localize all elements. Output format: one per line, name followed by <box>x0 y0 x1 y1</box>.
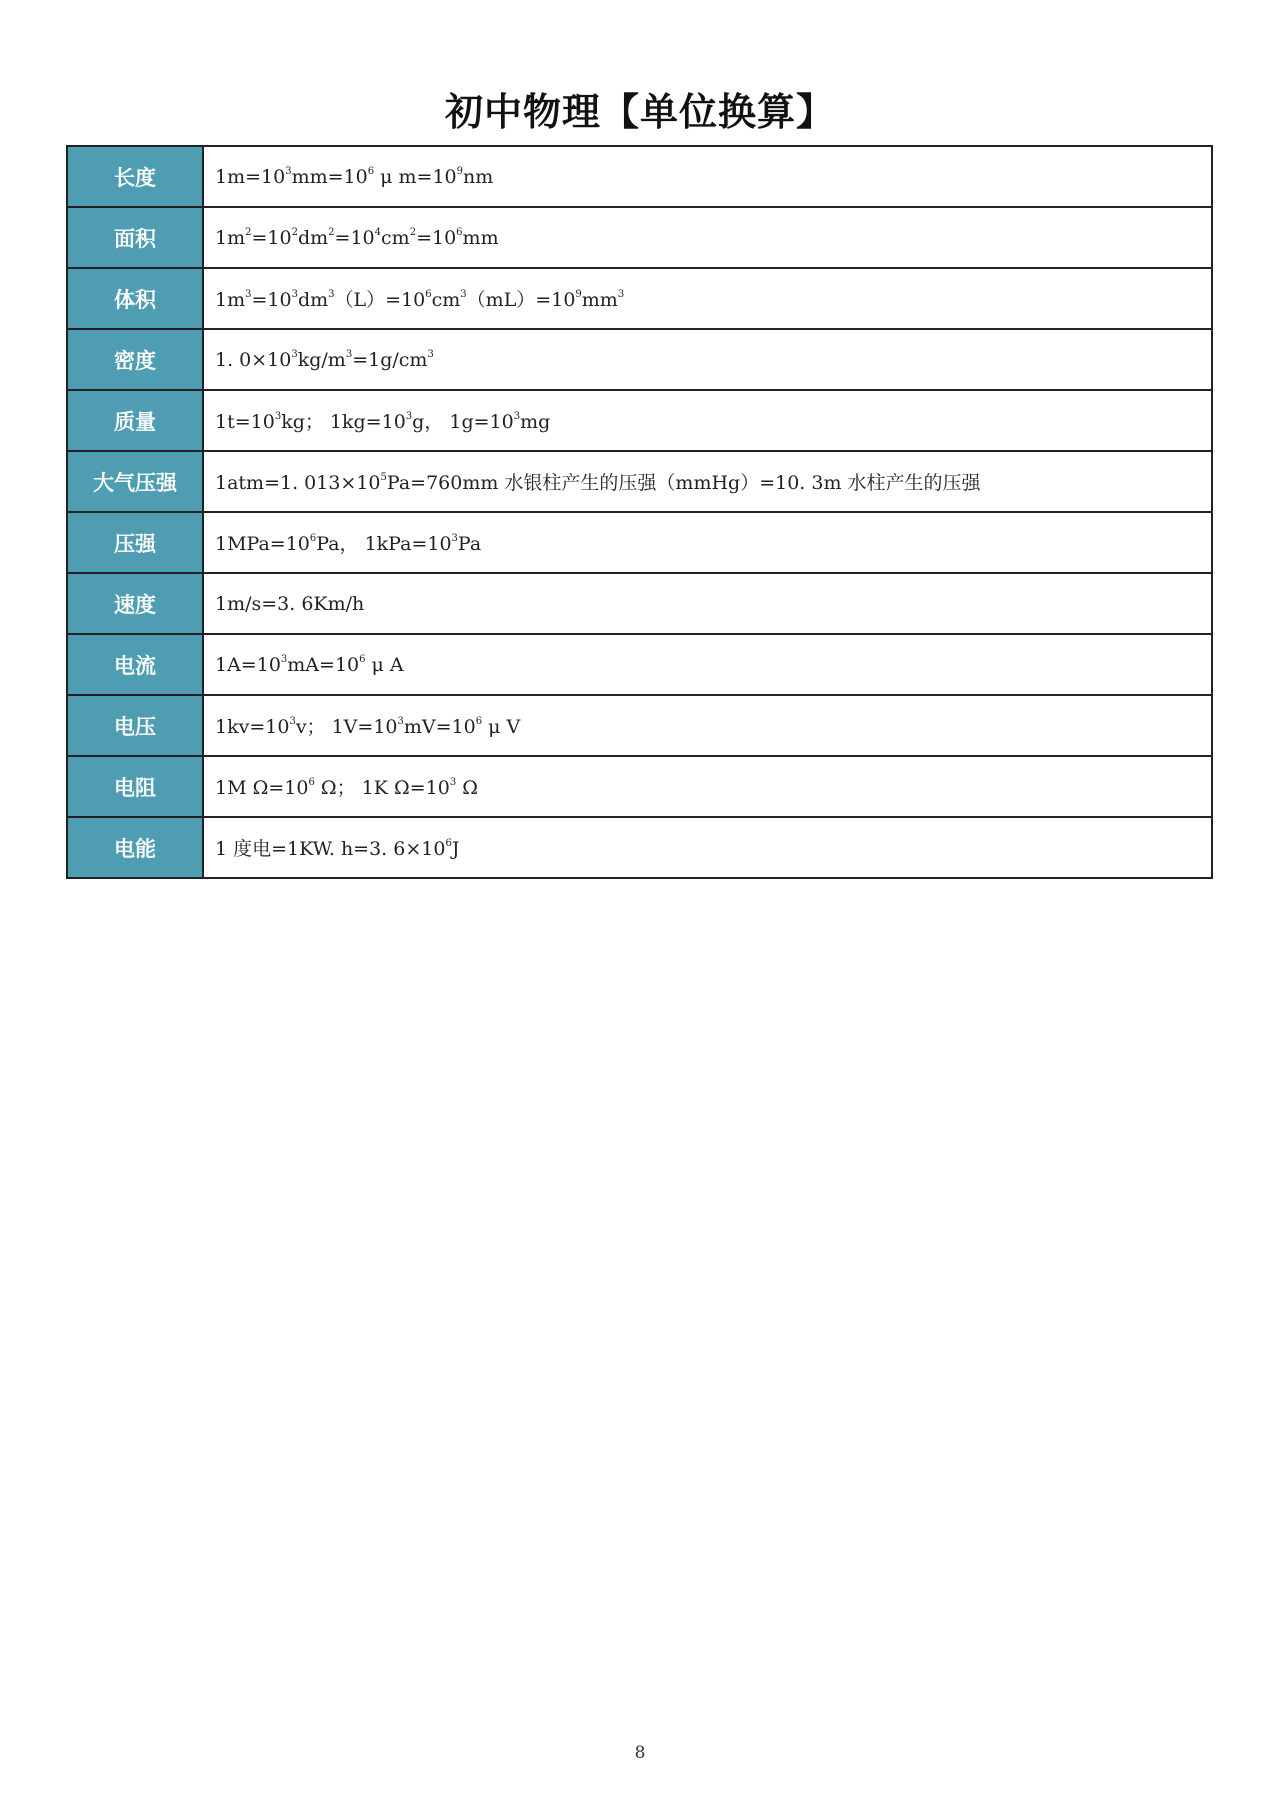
value-text: mV=10 <box>403 716 476 738</box>
table-body <box>67 146 1212 878</box>
value-text: μ V <box>482 716 521 738</box>
value-text: =1g/cm <box>352 348 428 371</box>
value-text: 1. 0×10 <box>215 348 292 371</box>
row-label: 面积 <box>67 207 203 268</box>
row-value <box>203 573 1212 634</box>
value-text: 1m <box>215 289 246 311</box>
value-text: g， 1g=10 <box>412 411 514 433</box>
exponent: 2 <box>409 226 417 238</box>
table-row <box>67 268 1212 329</box>
table-row <box>67 817 1212 878</box>
row-value <box>203 329 1212 390</box>
value-text: Ω <box>456 777 478 799</box>
value-text: v； 1V=10 <box>295 716 398 738</box>
exponent: 3 <box>245 289 252 300</box>
value-text: 1kv=10 <box>215 716 290 738</box>
value-text: Pa <box>457 533 482 555</box>
exponent: 3 <box>451 533 458 544</box>
row-label: 密度 <box>67 329 203 390</box>
exponent: 9 <box>456 165 464 177</box>
value-text: μ m=10 <box>374 165 457 188</box>
exponent: 6 <box>367 165 375 177</box>
value-text: Pa=760mm 水银柱产生的压强（mmHg）=10. 3m 水柱产生的压强 <box>386 472 981 494</box>
value-text: =10 <box>251 226 292 249</box>
row-label: 电能 <box>67 817 203 878</box>
value-text: mA=10 <box>287 653 360 676</box>
row-value <box>203 756 1212 817</box>
value-text: 1A=10 <box>215 653 281 676</box>
table-row <box>67 329 1212 390</box>
value-text: 1 度电=1KW. h=3. 6×10 <box>215 838 446 860</box>
exponent: 9 <box>575 289 582 300</box>
exponent: 6 <box>359 653 366 665</box>
row-value <box>203 390 1212 451</box>
table-row <box>67 695 1212 756</box>
value-text: J <box>451 838 460 860</box>
table-row <box>67 146 1212 207</box>
value-text: mm <box>581 289 618 311</box>
exponent: 3 <box>513 411 521 422</box>
value-text: Ω； 1K Ω=10 <box>314 777 450 799</box>
value-text: μ A <box>365 653 404 676</box>
exponent: 6 <box>308 777 315 788</box>
table-row <box>67 634 1212 695</box>
exponent: 6 <box>456 226 463 238</box>
row-value <box>203 817 1212 878</box>
exponent: 3 <box>449 777 457 788</box>
row-value <box>203 451 1212 512</box>
exponent: 3 <box>397 716 404 727</box>
value-text: （L）=10 <box>334 289 426 311</box>
value-text: 1m/s=3. 6Km/h <box>215 592 365 615</box>
unit-conversion-table-wrapper <box>66 145 1213 879</box>
value-text: dm <box>297 226 329 249</box>
value-text: 1atm=1. 013×10 <box>215 472 381 494</box>
value-text: 1M Ω=10 <box>215 777 309 799</box>
row-value <box>203 634 1212 695</box>
value-text: dm <box>297 289 329 311</box>
exponent: 3 <box>274 411 282 422</box>
table-row <box>67 390 1212 451</box>
value-text: mm=10 <box>291 165 368 188</box>
exponent: 2 <box>245 226 252 238</box>
exponent: 3 <box>285 165 292 177</box>
value-text: mm <box>462 226 499 249</box>
exponent: 3 <box>289 716 296 727</box>
row-value <box>203 207 1212 268</box>
exponent: 2 <box>328 226 335 238</box>
table-row <box>67 512 1212 573</box>
value-text: =10 <box>416 226 457 249</box>
value-text: cm <box>431 289 461 311</box>
exponent: 3 <box>460 289 467 300</box>
exponent: 3 <box>617 289 625 300</box>
row-label: 大气压强 <box>67 451 203 512</box>
unit-conversion-table <box>66 145 1213 879</box>
exponent: 5 <box>380 472 387 483</box>
value-text: mg <box>520 411 551 433</box>
exponent: 6 <box>425 289 432 300</box>
exponent: 3 <box>405 411 413 422</box>
value-text: kg/m <box>297 348 346 371</box>
exponent: 6 <box>445 838 452 849</box>
value-text: Pa， 1kPa=10 <box>316 533 452 555</box>
value-text: =10 <box>251 289 292 311</box>
table-row <box>67 573 1212 634</box>
exponent: 2 <box>291 226 298 238</box>
exponent: 3 <box>345 348 353 360</box>
row-label: 质量 <box>67 390 203 451</box>
value-text: cm <box>381 226 410 249</box>
row-label: 电压 <box>67 695 203 756</box>
row-value <box>203 146 1212 207</box>
row-label: 体积 <box>67 268 203 329</box>
table-row <box>67 756 1212 817</box>
value-text: （mL）=10 <box>466 289 576 311</box>
row-value <box>203 695 1212 756</box>
exponent: 4 <box>374 226 382 238</box>
row-label: 电阻 <box>67 756 203 817</box>
exponent: 6 <box>475 716 483 727</box>
page-title: 初中物理【单位换算】 <box>444 89 835 134</box>
value-text: kg； 1kg=10 <box>281 411 406 433</box>
row-label: 长度 <box>67 146 203 207</box>
row-value <box>203 512 1212 573</box>
value-text: 1m <box>215 226 246 249</box>
exponent: 3 <box>291 289 298 300</box>
row-label: 压强 <box>67 512 203 573</box>
exponent: 3 <box>291 348 298 360</box>
row-label: 速度 <box>67 573 203 634</box>
value-text: nm <box>463 165 494 188</box>
value-text: 1MPa=10 <box>215 533 310 555</box>
value-text: 1t=10 <box>215 411 275 433</box>
row-value <box>203 268 1212 329</box>
page-number: 8 <box>634 1743 646 1763</box>
value-text: =10 <box>334 226 375 249</box>
row-label: 电流 <box>67 634 203 695</box>
exponent: 3 <box>427 348 434 360</box>
table-row <box>67 207 1212 268</box>
exponent: 3 <box>280 653 288 665</box>
exponent: 3 <box>328 289 335 300</box>
table-row <box>67 451 1212 512</box>
exponent: 6 <box>309 533 317 544</box>
value-text: 1m=10 <box>215 165 286 188</box>
